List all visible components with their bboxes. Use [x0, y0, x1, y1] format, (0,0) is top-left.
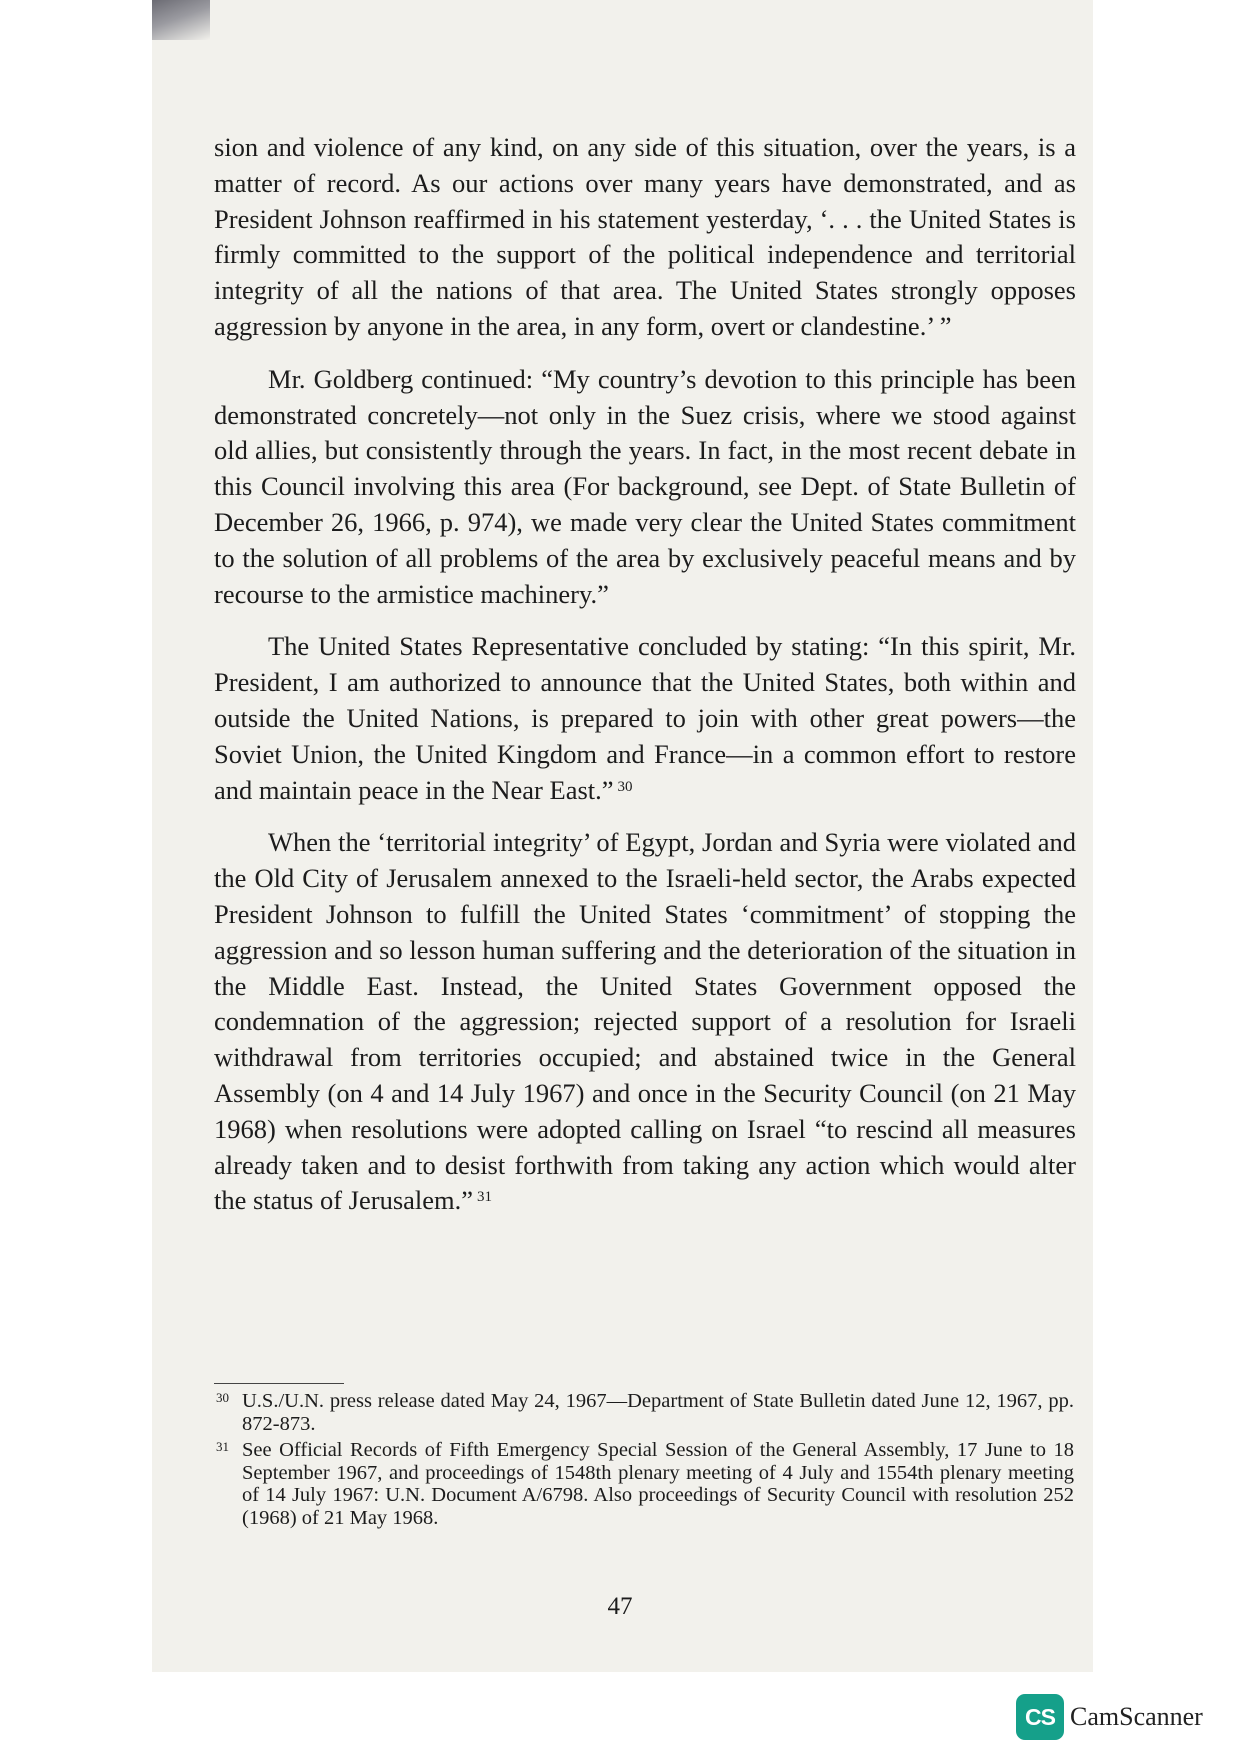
page-number: 47: [607, 1593, 633, 1620]
footnote-ref: 30: [617, 778, 633, 795]
camscanner-logo-icon: [1016, 1694, 1064, 1740]
paragraph-text: The United States Representative concluded by stating: “In this spirit, Mr. President, I am authorized to announce that the United States, both within and outside the United Nations, is prepared to join with other great powers—the Soviet Union, the United Kingdom and France—in a common effort to restore and maintain peace in the Near East.”: [214, 631, 1076, 805]
footnote-ref: 31: [477, 1189, 493, 1206]
paragraph-text: When the ‘territorial integrity’ of Egypt, Jordan and Syria were violated and the Old City of Jerusalem annexed to the Israeli-held sector, the Arabs expected President Johnson to fulfill the United States ‘commitment’ of stopping the aggression and so lesson human suffering and the deterioration of the situation in the Middle East. Instead, the United States Government opposed the condemnation of the aggression; rejected support of a resolution for Israeli withdrawal from territories occupied; and abstained twice in the General Assembly (on 4 and 14 July 1967) and once in the Security Council (on 21 May 1968) when resolutions were adopted calling on Israel “to rescind all measures already taken and to desist forthwith from taking any action which would alter the status of Jerusalem.”: [214, 827, 1076, 1216]
paragraph-text: Mr. Goldberg continued: “My country’s devotion to this principle has been demonstrated concretely—not only in the Suez crisis, where we stood against old allies, but consistently through the years. In fact, in the most recent debate in this Council involving this area (For background, see Dept. of State Bulletin of December 26, 1966, p. 974), we made very clear the United States commitment to the solution of all problems of the area by exclusively peaceful means and by recourse to the armistice machinery.”: [214, 363, 1076, 609]
footnote: [214, 1390, 1074, 1435]
paragraph-text: sion and violence of any kind, on any side of this situation, over the years, is a matter of record. As our actions over many years have demonstrated, and as President Johnson reaffirmed in his statement yesterday, ‘. . . the United States is firmly committed to the support of the political independence and territorial integrity of all the nations of that area. The United States strongly opposes aggression by anyone in the area, in any form, overt or clandestine.’ ”: [214, 132, 1076, 341]
footnote: [214, 1439, 1074, 1529]
paragraph: [214, 825, 1076, 1219]
paragraph: [214, 130, 1076, 345]
camscanner-badge-text: CS: [1025, 1703, 1055, 1730]
footnote-text: U.S./U.N. press release dated May 24, 1967—Department of State Bulletin dated June 12, 1967, pp. 872-873.: [242, 1390, 1074, 1435]
camscanner-wordmark: CamScanner: [1070, 1702, 1203, 1731]
footnote-divider: [214, 1383, 344, 1384]
footnote-mark: 30: [216, 1390, 229, 1405]
paragraph: [214, 362, 1076, 613]
paragraph: [214, 629, 1076, 808]
page-corner-shadow: [152, 0, 210, 40]
footnote-text: See Official Records of Fifth Emergency Special Session of the General Assembly, 17 June to 18 September 1967, and proceedings of 1548th plenary meeting of 4 July and 1554th plenary meeting of 14 July 1967: U.N. Document A/6798. Also proceedings of Security Council with resolution 252 (1968) of 21 May 1968.: [242, 1439, 1074, 1529]
footnotes: [214, 1390, 1074, 1533]
body-text: [214, 130, 1076, 1236]
footnote-mark: 31: [216, 1439, 229, 1454]
